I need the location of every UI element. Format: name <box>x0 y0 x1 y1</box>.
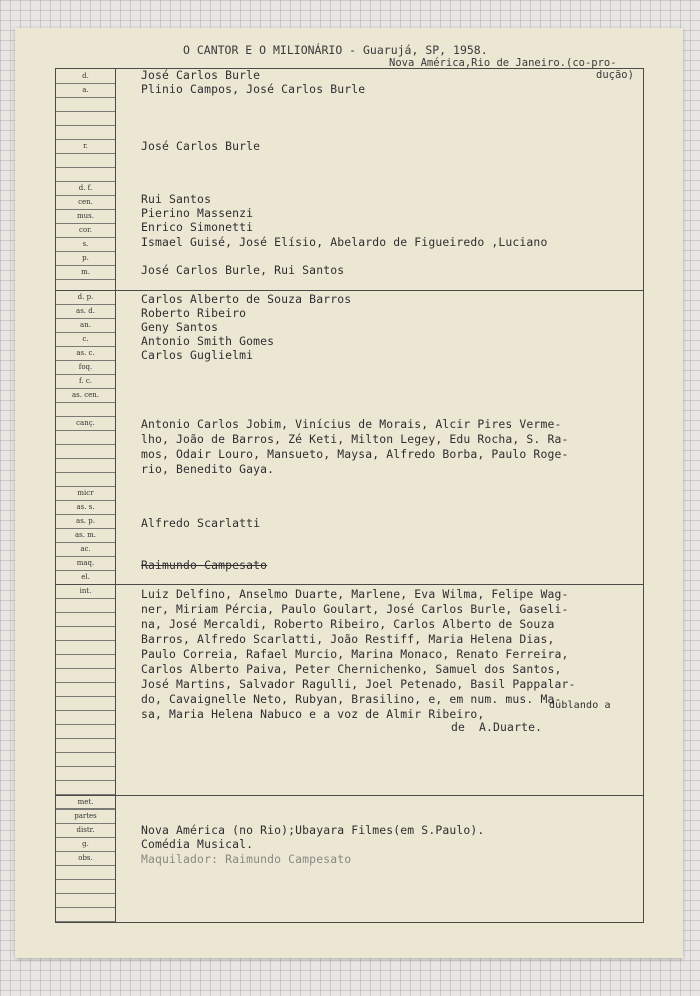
field-label <box>56 780 115 795</box>
field-label: p. <box>56 251 115 266</box>
field-label <box>56 710 115 725</box>
field-label <box>56 893 115 908</box>
field-label <box>56 724 115 739</box>
field-label <box>56 682 115 697</box>
field-label: a. <box>56 83 115 98</box>
field-label: f. c. <box>56 374 115 389</box>
songs-line: rio, Benedito Gaya. <box>141 462 275 476</box>
production-company-cont: dução) <box>596 69 634 81</box>
field-label: cor. <box>56 223 115 238</box>
choreography-value: Ismael Guisé, José Elísio, Abelardo de Figueiredo ,Luciano <box>141 235 548 249</box>
field-label <box>56 402 115 417</box>
screenplay-value: José Carlos Burle <box>141 139 261 153</box>
field-label: g. <box>56 837 115 852</box>
field-label: met. <box>56 795 115 810</box>
field-label: as. d. <box>56 304 115 319</box>
field-label <box>56 668 115 683</box>
cast-line: de A.Duarte. <box>451 720 543 734</box>
field-label: as. s. <box>56 500 115 515</box>
genre-value: Comédia Musical. <box>141 837 254 851</box>
field-label <box>56 752 115 767</box>
cast-line: Carlos Alberto Paiva, Peter Chernichenko, Samuel dos Santos, <box>141 662 562 676</box>
assistant-director-value: Roberto Ribeiro <box>141 306 247 320</box>
field-label: partes <box>56 809 115 824</box>
cast-line: José Martins, Salvador Ragulli, Joel Petenado, Basil Pappalar- <box>141 677 576 691</box>
photography-value: Rui Santos <box>141 192 212 206</box>
field-label <box>56 97 115 112</box>
sound-assistant-value: Alfredo Scarlatti <box>141 516 261 530</box>
assistant-camera-value: Carlos Guglielmi <box>141 348 254 362</box>
field-label: mus. <box>56 209 115 224</box>
cast-line: do, Cavaignelle Neto, Rubyan, Brasilino, e, em num. mus. Ma- <box>141 692 562 706</box>
field-label: as. c. <box>56 346 115 361</box>
field-label <box>56 598 115 613</box>
field-label: obs. <box>56 851 115 866</box>
section-divider <box>56 290 643 291</box>
songs-line: Antonio Carlos Jobim, Vinícius de Morais, Alcir Pires Verme- <box>141 417 562 431</box>
field-label: as. m. <box>56 528 115 543</box>
cast-insert: dublando a <box>549 700 611 711</box>
field-label <box>56 458 115 473</box>
field-label <box>56 879 115 894</box>
set-design-value: Pierino Massenzi <box>141 206 254 220</box>
music-value: Enrico Simonetti <box>141 220 254 234</box>
field-label <box>56 907 115 922</box>
field-label <box>56 444 115 459</box>
field-label: micr <box>56 486 115 501</box>
field-label <box>56 167 115 182</box>
field-label: r. <box>56 139 115 154</box>
production-company: Nova América,Rio de Janeiro.(co-pro- <box>389 57 617 69</box>
songs-line: mos, Odair Louro, Mansueto, Maysa, Alfredo Borba, Paulo Roge- <box>141 447 569 461</box>
field-label <box>56 696 115 711</box>
field-label: cen. <box>56 195 115 210</box>
cast-line: Paulo Correia, Rafael Murcio, Marina Monaco, Renato Ferreira, <box>141 647 569 661</box>
field-label <box>56 626 115 641</box>
field-label: d. <box>56 69 115 84</box>
cast-line: sa, Maria Helena Nabuco e a voz de Almir Ribeiro, <box>141 707 485 721</box>
field-label <box>56 430 115 445</box>
notes-value: Maquilador: Raimundo Campesato <box>141 852 352 866</box>
camera-value: Antonio Smith Gomes <box>141 334 275 348</box>
field-label <box>56 654 115 669</box>
field-label <box>56 640 115 655</box>
field-label <box>56 472 115 487</box>
section-divider <box>56 584 643 585</box>
writers-value: Plinio Campos, José Carlos Burle <box>141 82 366 96</box>
field-label: el. <box>56 570 115 585</box>
songs-line: lho, João de Barros, Zé Keti, Milton Legey, Edu Rocha, S. Ra- <box>141 432 569 446</box>
field-label: canç. <box>56 416 115 431</box>
script-annotator-value: Geny Santos <box>141 320 219 334</box>
field-label: d. p. <box>56 290 115 305</box>
field-label: foq. <box>56 360 115 375</box>
section-divider <box>56 795 643 796</box>
field-label: as. cen. <box>56 388 115 403</box>
producers-value: José Carlos Burle, Rui Santos <box>141 263 345 277</box>
index-card <box>15 28 683 958</box>
card-title: O CANTOR E O MILIONÁRIO - Guarujá, SP, 1958. <box>183 43 488 57</box>
cast-line: ner, Miriam Pércia, Paulo Goulart, José Carlos Burle, Gaseli- <box>141 602 569 616</box>
field-label: s. <box>56 237 115 252</box>
field-label: c. <box>56 332 115 347</box>
field-label: an. <box>56 318 115 333</box>
field-label <box>56 738 115 753</box>
field-label: int. <box>56 584 115 599</box>
field-label: distr. <box>56 823 115 838</box>
field-label: ac. <box>56 542 115 557</box>
makeup-struck-value: Raimundo Campesato <box>141 558 268 572</box>
field-label: d. f. <box>56 181 115 196</box>
field-label: m. <box>56 265 115 280</box>
field-label <box>56 125 115 140</box>
distribution-value: Nova América (no Rio);Ubayara Filmes(em S.Paulo). <box>141 823 485 837</box>
cast-line: Luiz Delfino, Anselmo Duarte, Marlene, Eva Wilma, Felipe Wag- <box>141 587 569 601</box>
production-director-value: Carlos Alberto de Souza Barros <box>141 292 352 306</box>
field-label <box>56 865 115 880</box>
field-label <box>56 612 115 627</box>
field-label <box>56 111 115 126</box>
field-label: as. p. <box>56 514 115 529</box>
field-label: maq. <box>56 556 115 571</box>
director-value: José Carlos Burle <box>141 68 261 82</box>
field-label <box>56 153 115 168</box>
cast-line: Barros, Alfredo Scarlatti, João Restiff, Maria Helena Dias, <box>141 632 555 646</box>
cast-line: na, José Mercaldi, Roberto Ribeiro, Carlos Alberto de Souza <box>141 617 555 631</box>
field-label <box>56 766 115 781</box>
